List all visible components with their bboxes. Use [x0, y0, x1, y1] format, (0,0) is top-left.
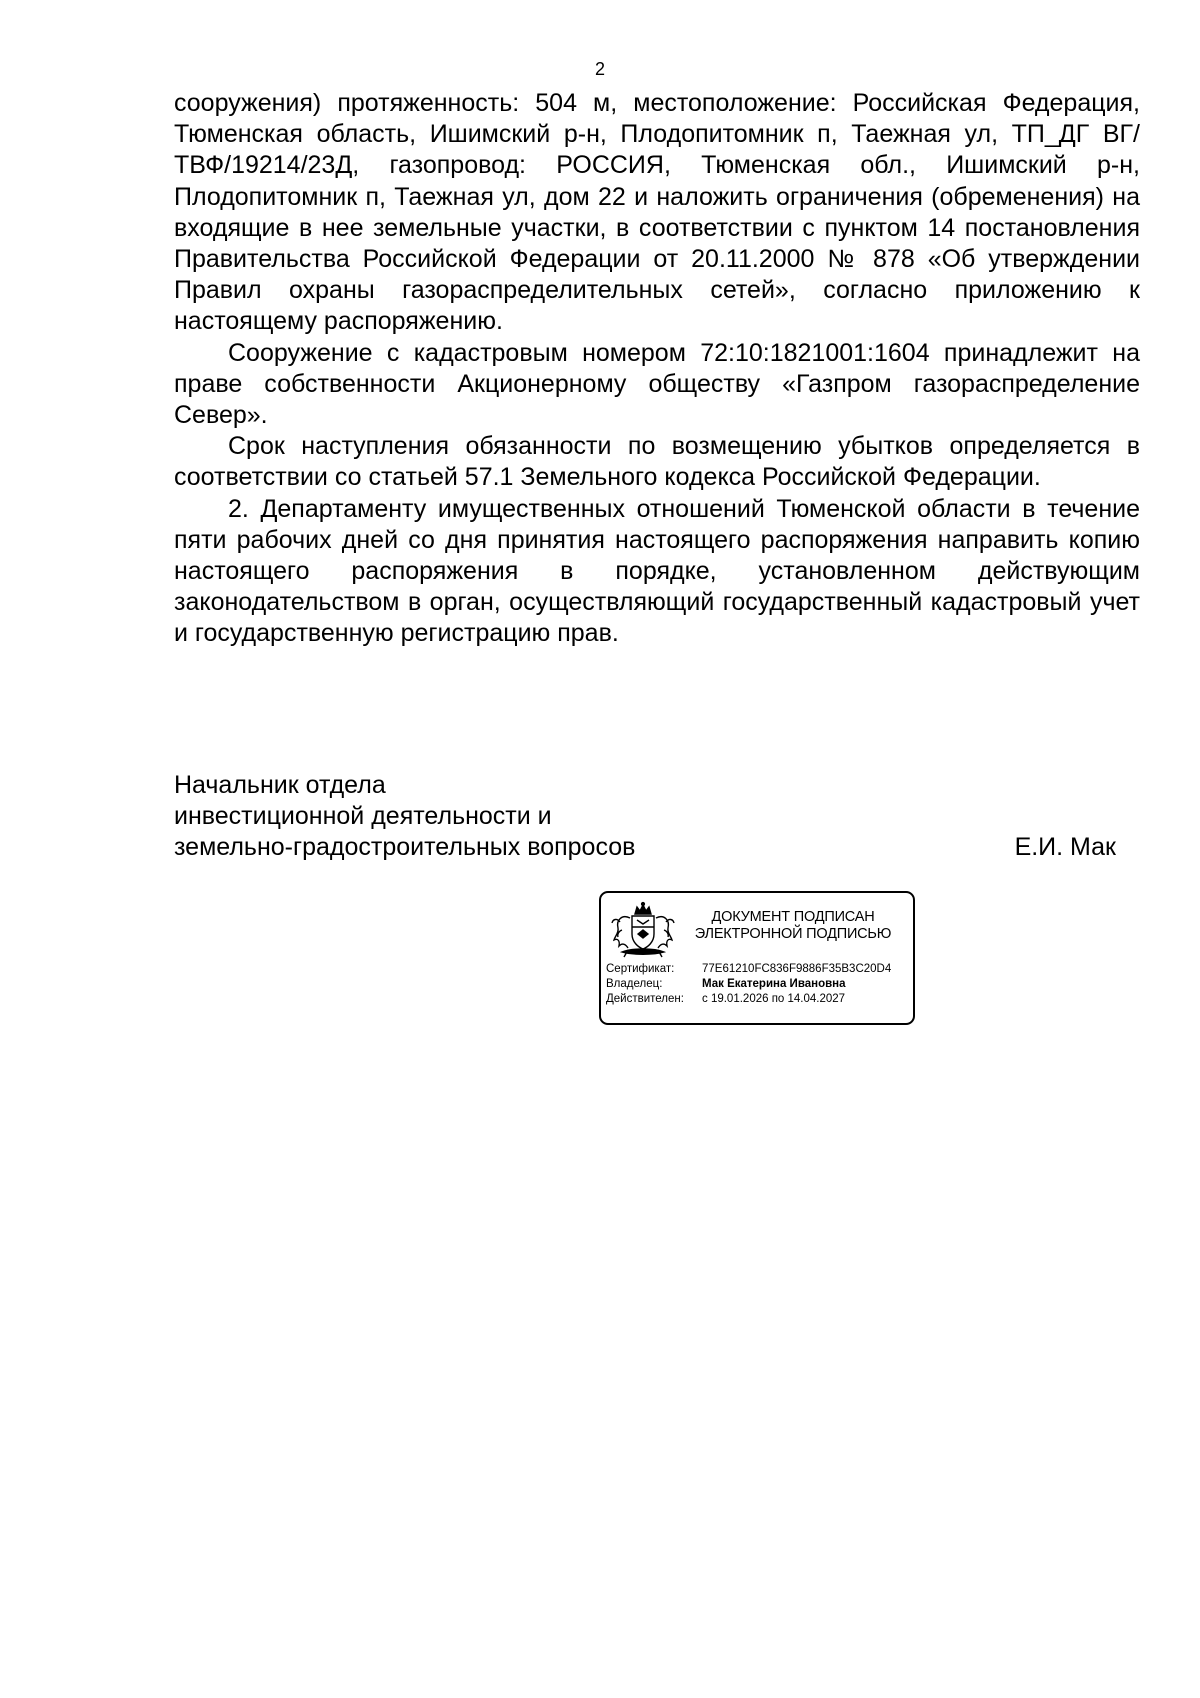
paragraph-item-2: 2. Департаменту имущественных отношений Тюменской области в течение пяти рабочих дней со дня принятия настоящего распоряжения направить копию настоящего распоряжения в порядке, установленном действующим законодательством в орган, осуществляющий государственный кадастровый учет и государственную регистрацию прав. — [174, 494, 1140, 648]
page-number: 2 — [594, 59, 605, 79]
paragraph-ownership: Сооружение с кадастровым номером 72:10:1821001:1604 принадлежит на праве собственности Акционерному обществу «Газпром газораспределение Север». — [174, 338, 1140, 430]
stamp-validity-row — [606, 992, 912, 1007]
certificate-label: Сертификат: — [606, 963, 675, 975]
validity-value: с 19.01.2026 по 14.04.2027 — [702, 993, 846, 1005]
certificate-value: 77E61210FC836F9886F35B3C20D4 — [702, 963, 892, 975]
owner-value: Мак Екатерина Ивановна — [702, 978, 846, 990]
validity-label: Действителен: — [606, 993, 684, 1005]
stamp-title — [679, 909, 907, 943]
electronic-signature-stamp — [599, 891, 915, 1025]
stamp-title-line: ЭЛЕКТРОННОЙ ПОДПИСЬЮ — [694, 926, 892, 942]
paragraph-compensation: Срок наступления обязанности по возмещению убытков определяется в соответствии со статьей 57.1 Земельного кодекса Российской Федерации. — [174, 432, 1140, 492]
signatory-name: Е.И. Мак — [1014, 833, 1116, 861]
document-body — [174, 88, 1140, 650]
owner-label: Владелец: — [606, 978, 663, 990]
stamp-title-line: ДОКУМЕНТ ПОДПИСАН — [711, 909, 875, 925]
signatory-position-line: инвестиционной деятельности и — [174, 802, 552, 830]
signatory-position-line: Начальник отдела — [174, 771, 386, 799]
tyumen-region-coat-of-arms-icon — [610, 900, 676, 960]
stamp-certificate-row — [606, 962, 912, 977]
paragraph-location: сооружения) протяженность: 504 м, местоположение: Российская Федерация, Тюменская область, Ишимский р-н, Плодопитомник п, Таежная ул, ТП_ДГ ВГ/ТВФ/19214/23Д, газопровод: РОССИЯ, Тюменская обл., Ишимский р-н, Плодопитомник п, Таежная ул, дом 22 и наложить ограничения (обременения) на входящие в нее земельные участки, в соответствии с пунктом 14 постановления Правительства Российской Федерации от 20.11.2000 № 878 «Об утверждении Правил охраны газораспределительных сетей», согласно приложению к настоящему распоряжению. — [174, 89, 1140, 336]
stamp-owner-row — [606, 977, 912, 992]
signature-block — [174, 770, 1140, 863]
signatory-position-line: земельно-градостроительных вопросов — [174, 833, 636, 861]
stamp-details — [606, 962, 912, 1007]
